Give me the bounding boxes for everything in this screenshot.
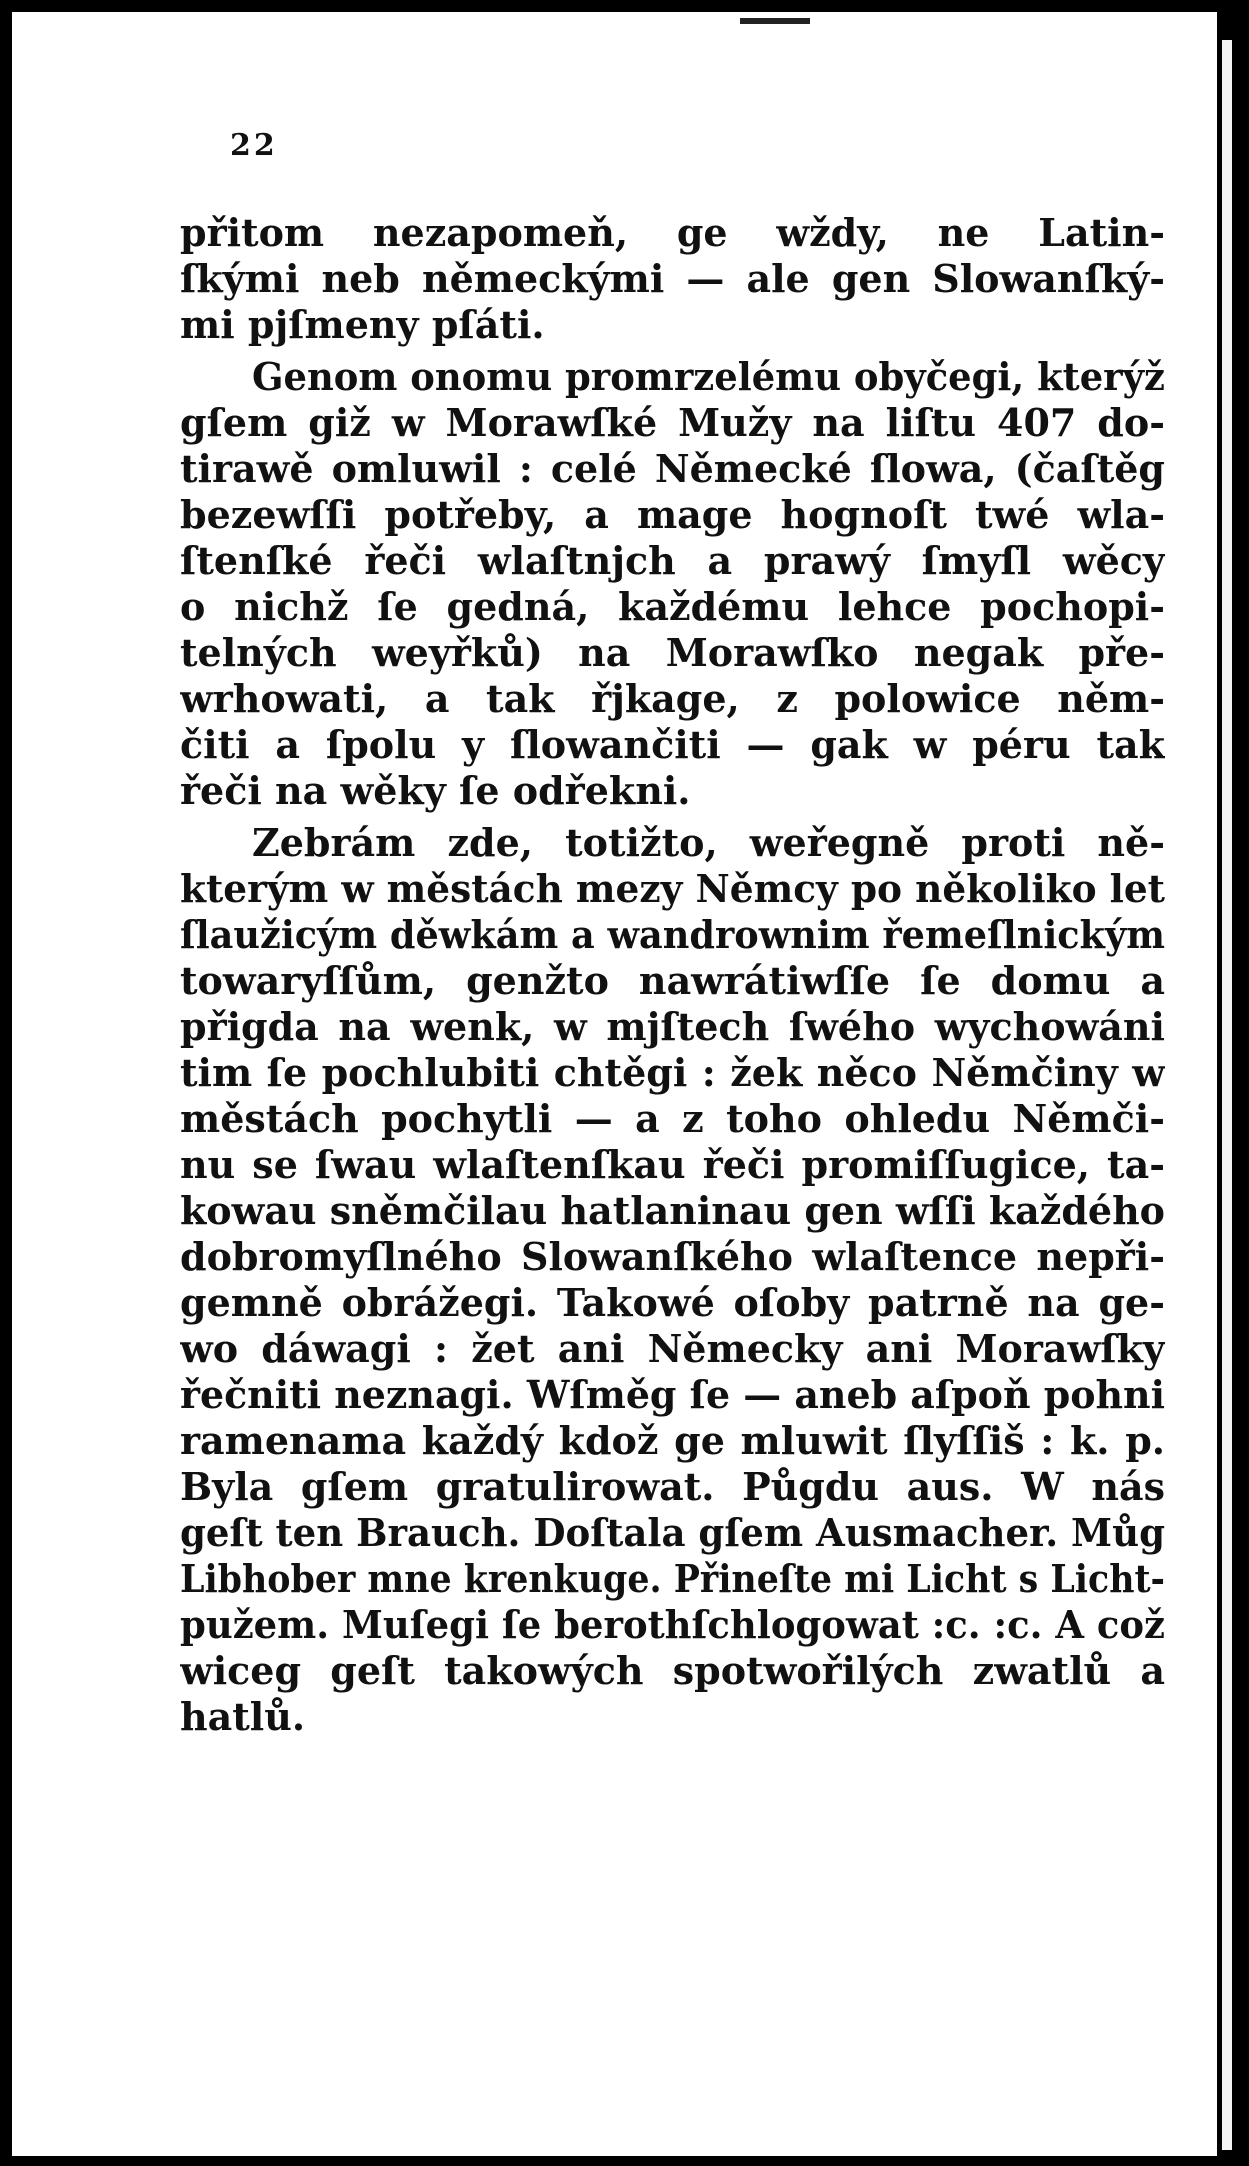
text-line: towaryſſům, genžto nawrátiwſſe ſe domu a <box>180 958 1165 1003</box>
text-line: kterým w městách mezy Němcy po několiko let <box>180 866 1165 911</box>
page-top-mark <box>740 18 810 24</box>
text-line: ſkými neb německými — ale gen Slowanſký- <box>180 256 1165 301</box>
text-line: ſtenſké řeči wlaſtnjch a prawý ſmyſl wěcy <box>180 538 1165 583</box>
text-line: pužem. Muſegi ſe berothſchlogowat :c. :c. A což <box>180 1602 1165 1647</box>
text-line: geſt ten Brauch. Doſtala gſem Ausmacher. Můg <box>180 1510 1165 1555</box>
text-line: Byla gſem gratulirowat. Půgdu aus. W nás <box>180 1464 1165 1509</box>
text-line: bezewſſi potřeby, a mage hognoſt twé wla- <box>180 492 1165 537</box>
text-line: přigda na wenk, w mjſtech ſwého wychowáni <box>180 1004 1165 1049</box>
adjacent-page-edge <box>1222 40 1232 2150</box>
text-line: mi pjſmeny pſáti. <box>180 302 545 347</box>
text-line: řečniti neznagi. Wſměg ſe — aneb aſpoň pohni <box>180 1372 1165 1417</box>
text-line: čiti a ſpolu y ſlowančiti — gak w péru tak <box>180 722 1165 767</box>
text-line: wiceg geſt takowých spotwořilých zwatlů a <box>180 1648 1165 1693</box>
text-line: gſem giž w Morawſké Mužy na liſtu 407 do- <box>180 400 1165 445</box>
text-line: hatlů. <box>180 1694 306 1739</box>
text-line: Libhober mne krenkuge. Přineſte mi Licht s Licht- <box>180 1556 1165 1601</box>
text-line: wo dáwagi : žet ani Německy ani Morawſky <box>180 1326 1165 1371</box>
text-line: o nichž ſe gedná, každému lehce pochopi- <box>180 584 1165 629</box>
text-line: gemně obrážegi. Takowé oſoby patrně na ge- <box>180 1280 1165 1325</box>
text-line: ramenama každý kdož ge mluwit ſlyſſiš : k. p. <box>180 1418 1165 1463</box>
page-number: 22 <box>230 128 278 163</box>
text-line: telných weyřků) na Morawſko negak pře- <box>180 630 1165 675</box>
text-line: řeči na wěky ſe odřekni. <box>180 768 691 813</box>
text-line: dobromyſlného Slowanſkého wlaſtence nepři- <box>180 1234 1165 1279</box>
text-line: tirawě omluwil : celé Německé ſlowa, (čaſtěg <box>180 446 1165 491</box>
text-line: městách pochytli — a z toho ohledu Němči- <box>180 1096 1165 1141</box>
text-line: wrhowati, a tak řjkage, z polowice něm- <box>180 676 1165 721</box>
text-line: tim ſe pochlubiti chtěgi : žek něco Němčiny w <box>180 1050 1165 1095</box>
text-line: Zebrám zde, totižto, weřegně proti ně- <box>252 820 1165 865</box>
text-line: přitom nezapomeň, ge wždy, ne Latin- <box>180 210 1165 255</box>
text-line: Genom onomu promrzelému obyčegi, kterýž <box>252 354 1165 399</box>
text-line: ſlaužicým děwkám a wandrownim řemeſlnickým <box>180 912 1165 957</box>
page-text <box>180 210 1165 1740</box>
text-line: kowau sněmčilau hatlaninau gen wſſi každého <box>180 1188 1165 1233</box>
text-line: nu se ſwau wlaſtenſkau řeči promiſſugice, ta- <box>180 1142 1165 1187</box>
